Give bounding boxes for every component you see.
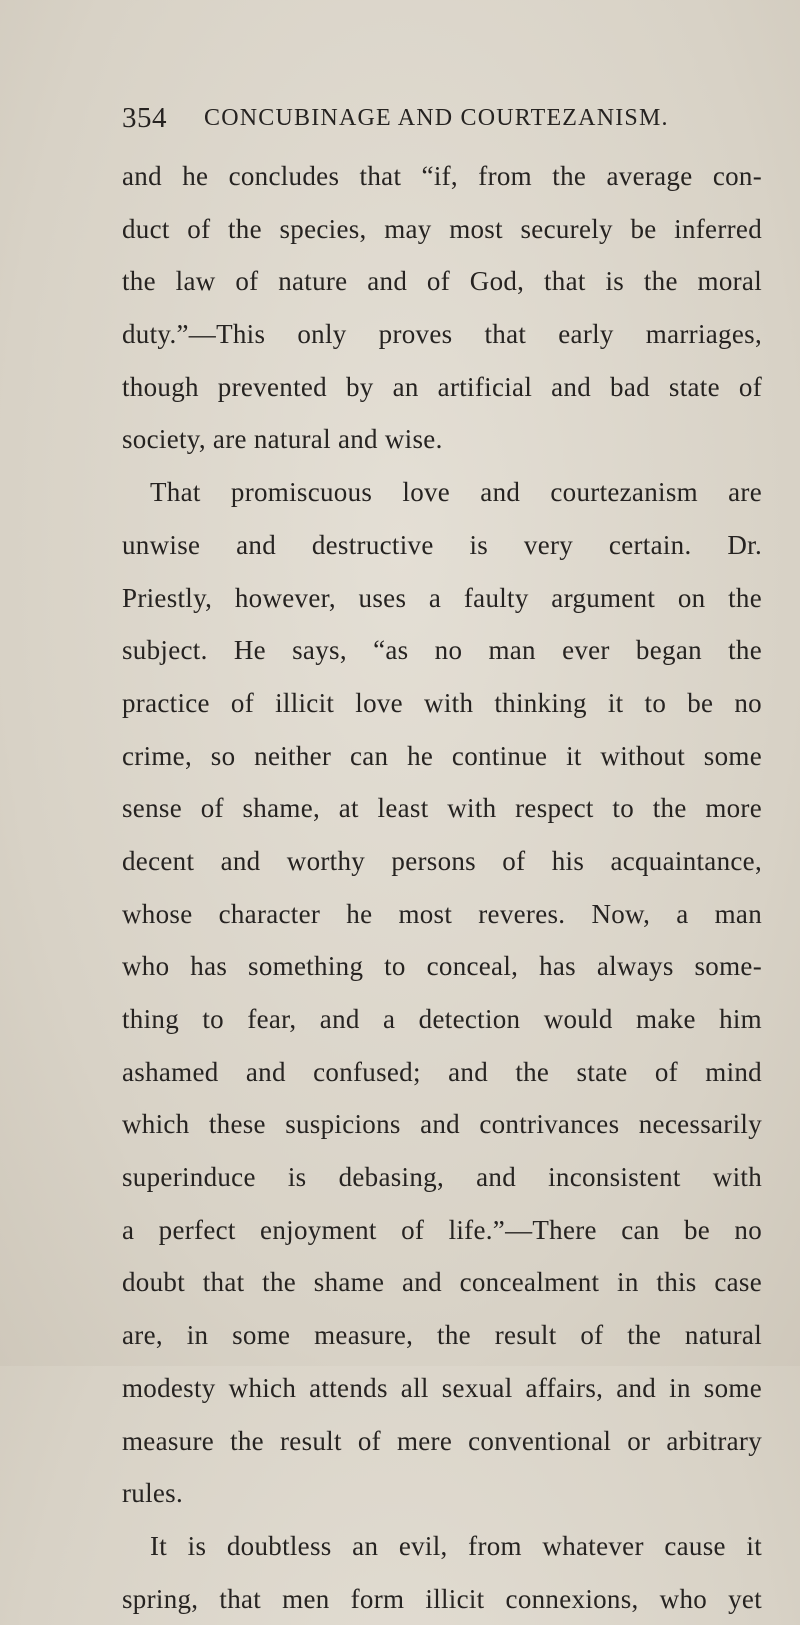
text-line: which these suspicions and contrivances necessarily	[122, 1109, 762, 1140]
text-line: measure the result of mere conventional or arbitrary	[122, 1425, 762, 1456]
text-line: rules.	[122, 1478, 184, 1509]
text-line: thing to fear, and a detection would make him	[122, 1004, 762, 1034]
body-text	[122, 150, 762, 1625]
text-line: doubt that the shame and concealment in this case	[122, 1267, 762, 1298]
text-line: are, in some measure, the result of the natural	[122, 1320, 762, 1351]
text-line: crime, so neither can he continue it without some	[122, 740, 762, 771]
running-title: CONCUBINAGE AND COURTEZANISM.	[204, 105, 669, 131]
text-line: the law of nature and of God, that is the moral	[122, 266, 762, 297]
text-line: society, are natural and wise.	[122, 424, 443, 455]
page-header	[122, 102, 762, 142]
text-line: spring, that men form illicit connexions, who yet	[122, 1583, 762, 1614]
text-line: subject. He says, “as no man ever began the	[122, 635, 762, 666]
text-line: practice of illicit love with thinking it to be no	[122, 687, 762, 718]
text-line: who has something to conceal, has always some-	[122, 951, 762, 982]
paragraph-start-line: It is doubtless an evil, from whatever cause it	[150, 1530, 762, 1561]
text-line: and he concludes that “if, from the average con-	[122, 161, 762, 191]
text-line: superinduce is debasing, and inconsistent with	[122, 1162, 762, 1193]
text-line: decent and worthy persons of his acquaintance,	[122, 845, 762, 876]
text-line: Priestly, however, uses a faulty argument on the	[122, 582, 762, 613]
text-line: modesty which attends all sexual affairs, and in some	[122, 1372, 762, 1403]
page-number: 354	[122, 102, 167, 134]
text-line: sense of shame, at least with respect to the more	[122, 793, 762, 824]
text-line: whose character he most reveres. Now, a man	[122, 898, 762, 929]
text-line: unwise and destructive is very certain. Dr.	[122, 529, 762, 560]
text-line: duty.”—This only proves that early marriages,	[122, 319, 762, 350]
text-line: though prevented by an artificial and bad state of	[122, 371, 762, 402]
text-line: ashamed and confused; and the state of mind	[122, 1056, 762, 1087]
text-line: a perfect enjoyment of life.”—There can be no	[122, 1214, 762, 1245]
paragraph-start-line: That promiscuous love and courtezanism are	[150, 477, 762, 508]
text-line: duct of the species, may most securely be inferred	[122, 213, 762, 244]
